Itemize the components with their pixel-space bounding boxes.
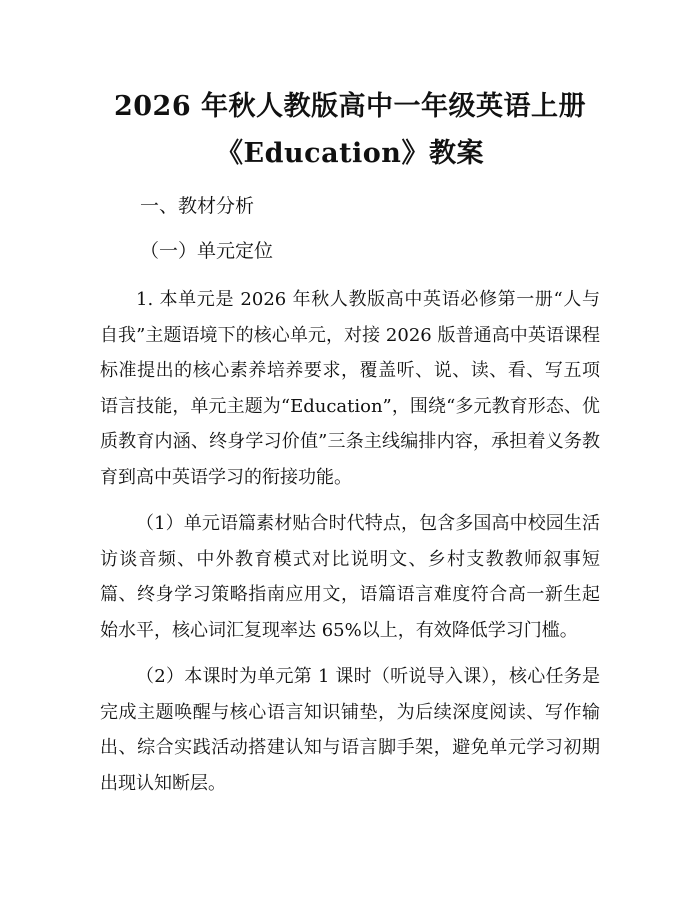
paragraph-unit-positioning: 1. 本单元是 2026 年秋人教版高中英语必修第一册“人与自我”主题语境下的核心单元，对接 2026 版普通高中英语课程标准提出的核心素养培养要求，覆盖听、说、读、看、写五项语言技能，单元主题为“Education”，围绕“多元教育形态、优质教育内涵、终身学习价值”三条主线编排内容，承担着义务教育到高中英语学习的衔接功能。 (100, 289, 600, 488)
document-title-line-1: 2026 年秋人教版高中一年级英语上册 (113, 91, 587, 122)
paragraph-materials: （1）单元语篇素材贴合时代特点，包含多国高中校园生活访谈音频、中外教育模式对比说明文、乡村支教教师叙事短篇、终身学习策略指南应用文，语篇语言难度符合高一新生起始水平，核心词汇复现率达 65%以上，有效降低学习门槛。 (100, 513, 600, 641)
subsection-heading: （一）单元定位 (140, 240, 274, 262)
paragraph-lesson-task: （2）本课时为单元第 1 课时（听说导入课），核心任务是完成主题唤醒与核心语言知识铺垫，为后续深度阅读、写作输出、综合实践活动搭建认知与语言脚手架，避免单元学习初期出现认知断层。 (100, 666, 600, 794)
section-heading: 一、教材分析 (140, 195, 255, 217)
document-title-line-2: 《Education》教案 (216, 138, 484, 169)
